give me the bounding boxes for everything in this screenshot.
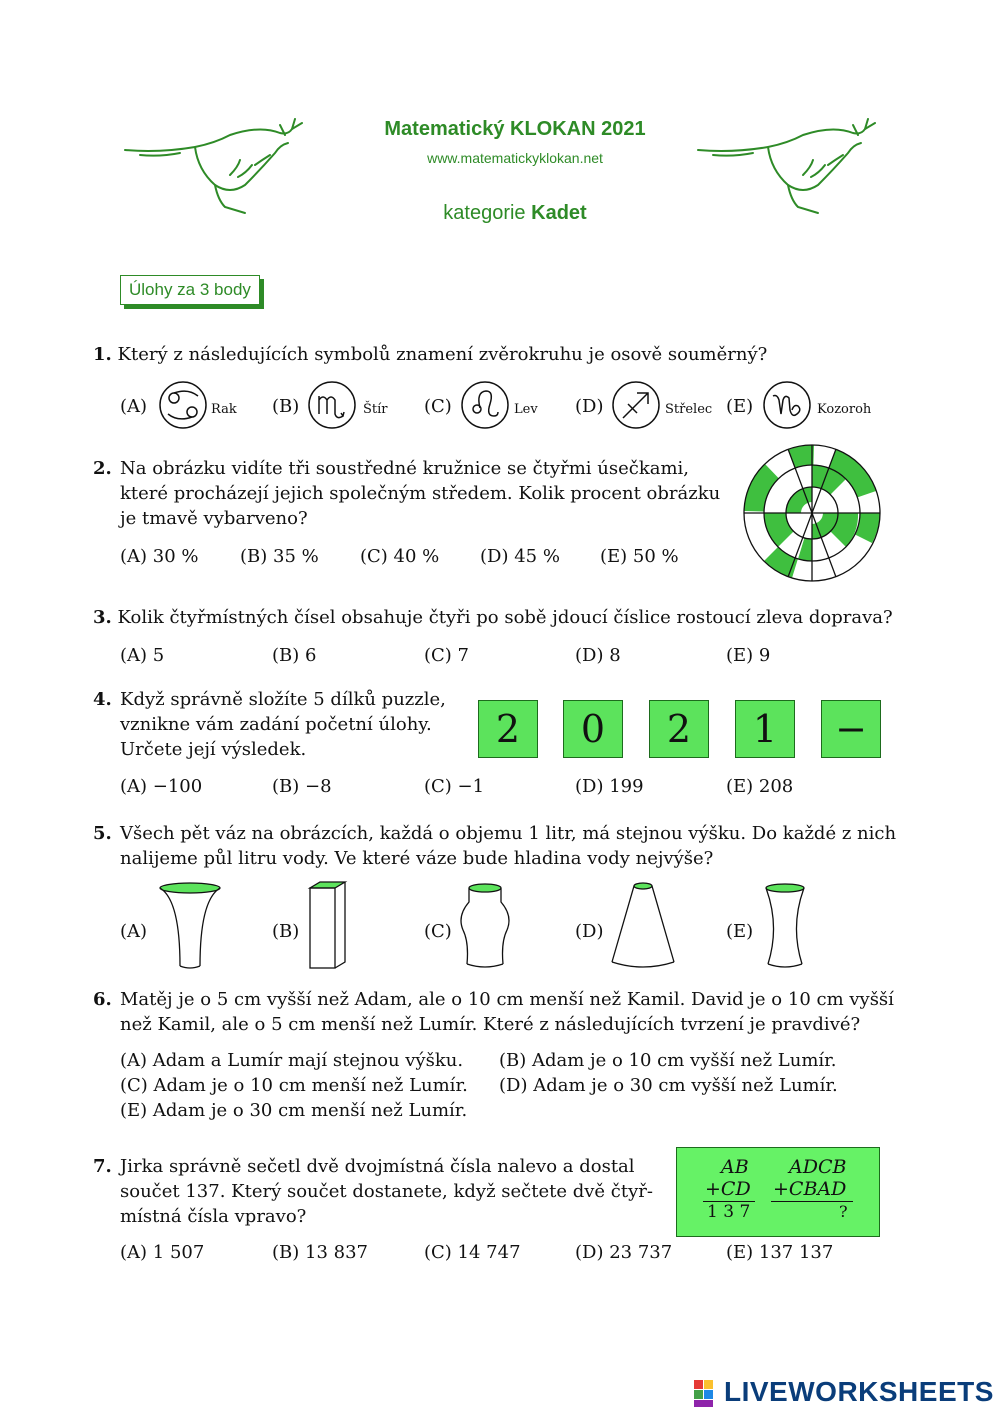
question-line: Určete její výsledek. [120, 739, 307, 760]
q7-option[interactable]: (A) 1 507 [120, 1242, 205, 1263]
question-text [120, 821, 900, 871]
sagittarius-icon [611, 380, 661, 430]
left-sum: 1 3 7 [707, 1202, 751, 1222]
q3-option[interactable]: (A) 5 [120, 645, 165, 666]
left-addend-1: AB [721, 1156, 749, 1178]
left-addend-2: +CD [705, 1178, 751, 1200]
right-sum: ? [839, 1202, 848, 1221]
puzzle-piece: 1 [735, 700, 795, 758]
q4-option[interactable]: (C) −1 [424, 776, 485, 797]
question-2 [93, 456, 112, 481]
q1-option-label: Kozoroh [817, 402, 872, 417]
q6-option[interactable]: (C) Adam je o 10 cm menší než Lumír. [120, 1075, 468, 1096]
addition-box [676, 1147, 880, 1237]
puzzle-piece: 0 [563, 700, 623, 758]
q1-option-label: Rak [211, 402, 237, 417]
question-line: součet 137. Který součet dostanete, když sečtete dvě čtyř- [120, 1181, 653, 1202]
q3-option[interactable]: (B) 6 [272, 645, 317, 666]
question-line: které procházejí jejich společným středem. Kolik procent obrázku [120, 483, 721, 504]
q5-option[interactable]: (D) [575, 921, 604, 942]
right-addend-2: +CBAD [773, 1178, 847, 1200]
vase-a-icon [155, 880, 225, 972]
scorpio-icon [307, 380, 363, 430]
question-number: 5. [93, 823, 112, 844]
q3-option[interactable]: (D) 8 [575, 645, 621, 666]
page-title: Matematický KLOKAN 2021 [384, 118, 646, 140]
category-name: Kadet [531, 202, 587, 224]
question-line: Všech pět váz na obrázcích, každá o objemu 1 litr, má stejnou výšku. Do každé z nich [120, 823, 897, 844]
question-text [120, 987, 900, 1037]
question-line: je tmavě vybarveno? [120, 508, 308, 529]
q7-option[interactable]: (D) 23 737 [575, 1242, 673, 1263]
question-5 [93, 821, 112, 846]
q4-option[interactable]: (D) 199 [575, 776, 644, 797]
q2-option[interactable]: (E) 50 % [600, 546, 679, 567]
q2-option[interactable]: (B) 35 % [240, 546, 319, 567]
vase-c-icon [455, 880, 515, 972]
q7-option[interactable]: (E) 137 137 [726, 1242, 834, 1263]
question-text [120, 687, 470, 762]
q2-option[interactable]: (A) 30 % [120, 546, 199, 567]
question-4 [93, 687, 112, 712]
concentric-circles-figure [742, 443, 882, 583]
vase-e-icon [760, 880, 810, 972]
q1-option-label: Střelec [665, 402, 713, 417]
question-number: 6. [93, 989, 112, 1010]
q2-option[interactable]: (C) 40 % [360, 546, 440, 567]
q1-option-letter[interactable]: (E) [726, 396, 754, 417]
category-prefix: kategorie [443, 202, 526, 224]
puzzle-piece: 2 [649, 700, 709, 758]
q7-option[interactable]: (B) 13 837 [272, 1242, 368, 1263]
question-6 [93, 987, 112, 1012]
category [300, 202, 730, 225]
capricorn-icon [762, 380, 812, 430]
q4-option[interactable]: (E) 208 [726, 776, 794, 797]
q6-option[interactable]: (D) Adam je o 30 cm vyšší než Lumír. [499, 1075, 838, 1096]
question-text: Který z následujících symbolů znamení zvěrokruhu je osově souměrný? [117, 344, 768, 365]
q7-option[interactable]: (C) 14 747 [424, 1242, 521, 1263]
q1-option-label: Lev [514, 402, 538, 417]
puzzle-piece: 2 [478, 700, 538, 758]
q5-option[interactable]: (C) [424, 921, 452, 942]
q4-option[interactable]: (A) −100 [120, 776, 203, 797]
question-text [120, 456, 730, 531]
question-7 [93, 1154, 112, 1179]
site-url: www.matematickyklokan.net [427, 150, 603, 166]
question-line: nalijeme půl litru vody. Ve které váze bude hladina vody nejvýše? [120, 848, 714, 869]
q6-option[interactable]: (B) Adam je o 10 cm vyšší než Lumír. [499, 1050, 837, 1071]
right-addend-1: ADCB [789, 1156, 847, 1178]
question-number: 3. [93, 607, 112, 628]
question-number: 4. [93, 689, 112, 710]
leo-icon [460, 380, 510, 430]
q3-option[interactable]: (C) 7 [424, 645, 469, 666]
puzzle-piece: − [821, 700, 881, 758]
q3-option[interactable]: (E) 9 [726, 645, 771, 666]
q5-option[interactable]: (A) [120, 921, 148, 942]
q1-option-letter[interactable]: (C) [424, 396, 452, 417]
question-line: než Kamil, ale o 5 cm menší než Lumír. Které z následujících tvrzení je pravdivé? [120, 1014, 861, 1035]
question-line: Když správně složíte 5 dílků puzzle, [120, 689, 446, 710]
kangaroo-left-icon [120, 115, 310, 225]
cancer-icon [158, 380, 208, 430]
q1-option-letter[interactable]: (B) [272, 396, 300, 417]
question-line: místná čísla vpravo? [120, 1206, 307, 1227]
liveworksheets-brand[interactable]: LIVEWORKSHEETS [724, 1376, 994, 1407]
question-text: Kolik čtyřmístných čísel obsahuje čtyři po sobě jdoucí číslice rostoucí zleva doprava? [117, 607, 893, 628]
q1-option-label: Štír [363, 402, 388, 417]
question-number: 2. [93, 458, 112, 479]
question-text [120, 1154, 660, 1229]
q4-option[interactable]: (B) −8 [272, 776, 332, 797]
q5-option[interactable]: (B) [272, 921, 300, 942]
q6-option[interactable]: (E) Adam je o 30 cm menší než Lumír. [120, 1100, 468, 1121]
question-line: vznikne vám zadání početní úlohy. [120, 714, 432, 735]
q1-option-letter[interactable]: (D) [575, 396, 604, 417]
vase-d-icon [608, 880, 678, 972]
question-line: Matěj je o 5 cm vyšší než Adam, ale o 10 cm menší než Kamil. David je o 10 cm vyšší [120, 989, 894, 1010]
q1-option-letter[interactable]: (A) [120, 396, 148, 417]
section-label: Úlohy za 3 body [120, 275, 260, 305]
question-line: Na obrázku vidíte tři soustředné kružnice se čtyřmi úsečkami, [120, 458, 690, 479]
q5-option[interactable]: (E) [726, 921, 754, 942]
vase-b-icon [305, 880, 355, 972]
question-1 [93, 342, 767, 367]
question-line: Jirka správně sečetl dvě dvojmístná čísla nalevo a dostal [120, 1156, 635, 1177]
q2-option[interactable]: (D) 45 % [480, 546, 560, 567]
liveworksheets-logo-icon [694, 1380, 724, 1408]
question-number: 7. [93, 1156, 112, 1177]
question-number: 1. [93, 344, 112, 365]
question-3 [93, 605, 893, 630]
q6-option[interactable]: (A) Adam a Lumír mají stejnou výšku. [120, 1050, 464, 1071]
